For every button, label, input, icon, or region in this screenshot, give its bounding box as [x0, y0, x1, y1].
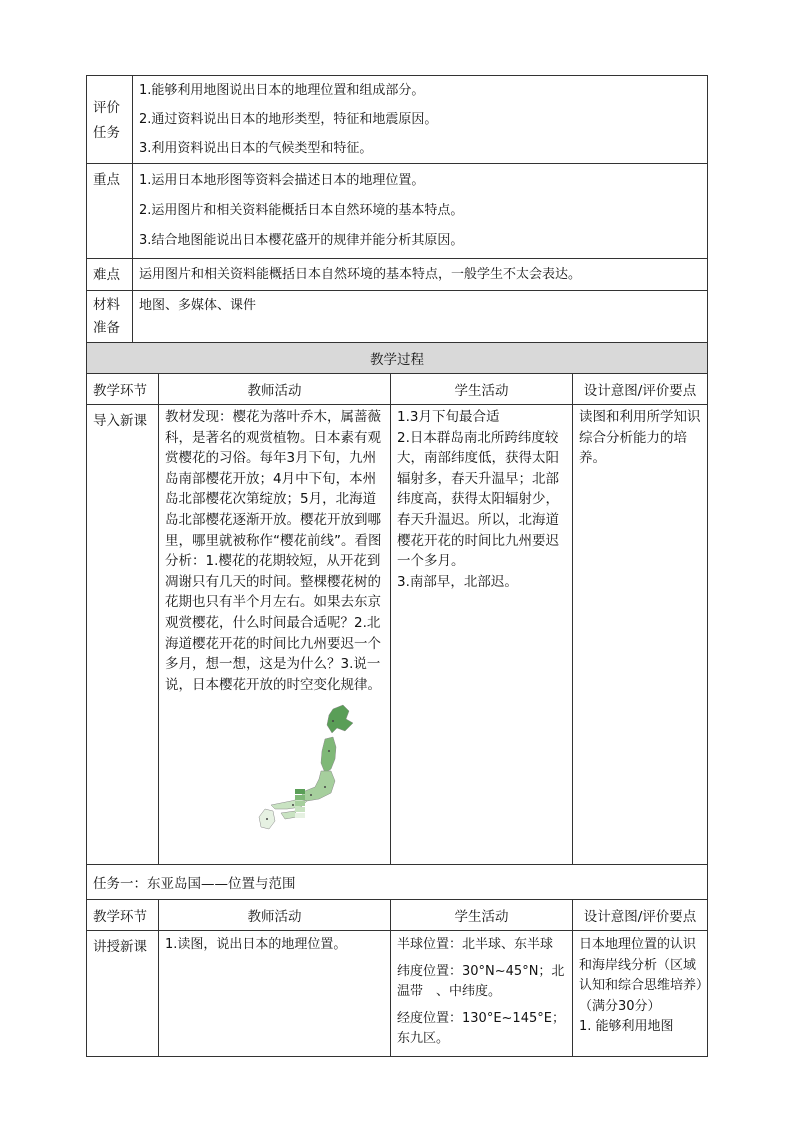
task1-col-student: 学生活动 — [391, 900, 573, 931]
task1-design-text: 1. 能够利用地图 — [579, 1019, 674, 1034]
key-points-label: 重点 — [87, 164, 133, 259]
intro-stage: 导入新课 — [87, 405, 159, 865]
honshu-north — [321, 737, 336, 773]
task1-title-row — [87, 865, 708, 900]
lesson-table — [86, 75, 708, 1057]
materials-content: 地图、多媒体、课件 — [133, 291, 708, 343]
intro-student-text: 1.3月下旬最合适 2.日本群岛南北所跨纬度较大，南部纬度低，获得太阳辐射多，春天升温早；北部纬度高，获得太阳辐射少，春天升温迟。所以，北海道樱花开花的时间比九州要迟一个多月。 3.南部早，北部迟。 — [391, 405, 573, 865]
lesson-plan — [86, 75, 707, 1057]
intro-teacher-text: 教材发现：樱花为落叶乔木，属蔷薇科，是著名的观赏植物。日本素有观赏樱花的习俗。每年3月下旬，九州岛南部樱花开放；4月中下旬，本州岛北部樱花次第绽放；5月，北海道岛北部樱花逐渐开放。樱花开放到哪里，哪里就被称作“樱花前线”。看图分析：1.樱花的花期较短，从开花到凋谢只有几天的时间。整棵樱花树的花期也只有半个月左右。如果去东京观赏樱花，什么时间最合适呢？2.北海道樱花开花的时间比九州要迟一个多月，想一想，这是为什么？3.说一说，日本樱花开放的时空变化规律。 — [165, 409, 382, 693]
legend-swatch — [295, 807, 305, 812]
intro-row — [87, 405, 708, 865]
task1-teacher: 1.读图，说出日本的地理位置。 — [159, 931, 391, 1057]
difficulty-row — [87, 259, 708, 291]
task1-title: 任务一：东亚岛国——位置与范围 — [87, 865, 708, 900]
task1-student-cell — [391, 931, 573, 1057]
japan-map-graphic — [215, 701, 385, 841]
key-points-row — [87, 164, 708, 259]
process-title-row — [87, 343, 708, 374]
key-point-item: 1.运用日本地形图等资料会描述日本的地理位置。 — [139, 173, 425, 188]
task1-header-row — [87, 900, 708, 931]
task1-design-cell — [573, 931, 708, 1057]
process-title: 教学过程 — [87, 343, 708, 374]
legend-swatch — [295, 795, 305, 800]
key-point-item: 3.结合地图能说出日本樱花盛开的规律并能分析其原因。 — [139, 233, 464, 248]
task1-student-line: 纬度位置：30°N~45°N；北温带 、中纬度。 — [397, 964, 565, 999]
legend-swatch — [295, 801, 305, 806]
task1-stage: 讲授新课 — [87, 931, 159, 1057]
col-teacher-header: 教师活动 — [159, 374, 391, 405]
eval-task-item: 1.能够利用地图说出日本的地理位置和组成部分。 — [139, 83, 425, 98]
task1-student-line: 经度位置：130°E~145°E；东九区。 — [397, 1011, 565, 1046]
difficulty-content: 运用图片和相关资料能概括日本自然环境的基本特点，一般学生不太会表达。 — [133, 259, 708, 291]
eval-task-label: 评价任务 — [87, 76, 133, 164]
eval-task-row — [87, 76, 708, 164]
difficulty-label: 难点 — [87, 259, 133, 291]
task1-design-text: 日本地理位置的认识和海岸线分析（区域认知和综合思维培养）（满分30分） — [579, 937, 703, 1014]
legend-swatch — [295, 789, 305, 794]
key-points-content — [133, 164, 708, 259]
col-design-header: 设计意图/评价要点 — [573, 374, 708, 405]
task1-student-line: 半球位置：北半球、东半球 — [397, 937, 554, 952]
materials-label: 材料准备 — [87, 291, 133, 343]
hokkaido-island — [327, 705, 353, 733]
col-stage-header: 教学环节 — [87, 374, 159, 405]
task1-row — [87, 931, 708, 1057]
col-student-header: 学生活动 — [391, 374, 573, 405]
task1-col-stage: 教学环节 — [87, 900, 159, 931]
eval-task-item: 3.利用资料说出日本的气候类型和特征。 — [139, 141, 373, 156]
materials-row — [87, 291, 708, 343]
task1-col-teacher: 教师活动 — [159, 900, 391, 931]
map-legend — [295, 789, 305, 819]
key-point-item: 2.运用图片和相关资料能概括日本自然环境的基本特点。 — [139, 203, 464, 218]
process-header-row — [87, 374, 708, 405]
legend-swatch — [295, 813, 305, 818]
intro-design-text: 读图和利用所学知识综合分析能力的培养。 — [573, 405, 708, 865]
task1-col-design: 设计意图/评价要点 — [573, 900, 708, 931]
japan-cherry-blossom-map — [215, 701, 385, 841]
eval-task-content — [133, 76, 708, 164]
intro-teacher-cell — [159, 405, 391, 865]
eval-task-item: 2.通过资料说出日本的地形类型，特征和地震原因。 — [139, 112, 438, 127]
